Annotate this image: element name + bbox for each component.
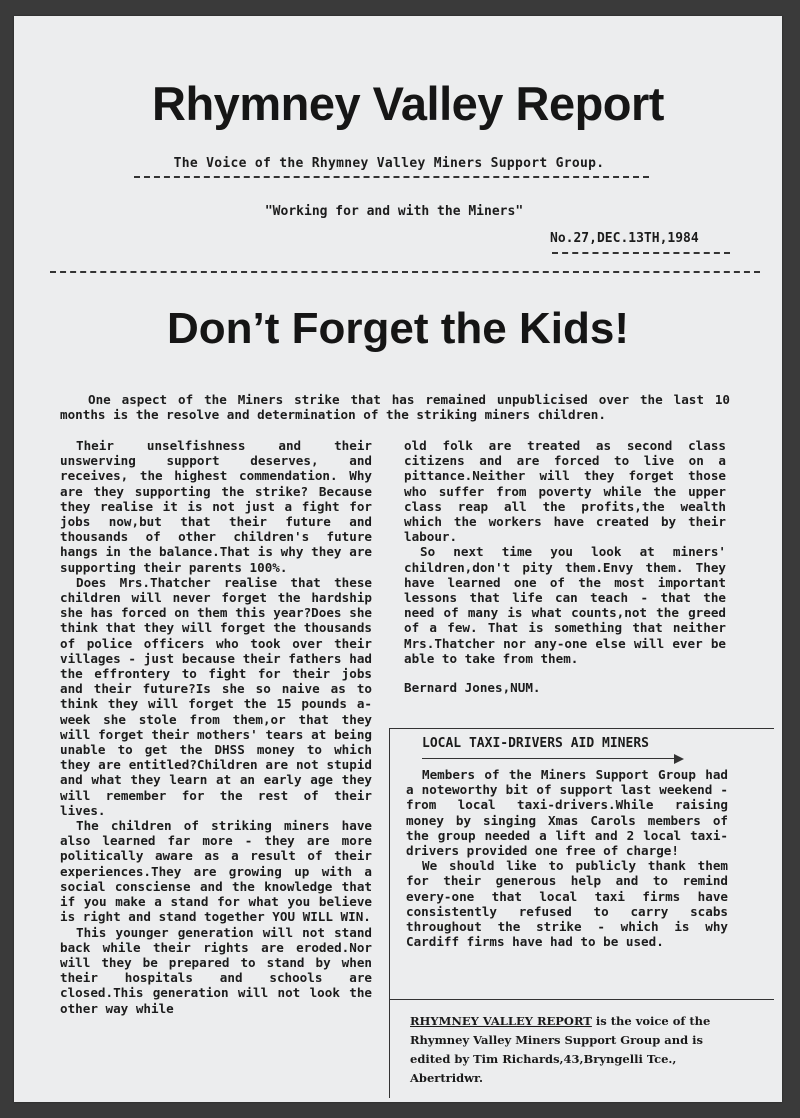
divider-issue xyxy=(552,252,730,254)
footer-credit xyxy=(410,1012,730,1088)
masthead-title: Rhymney Valley Report xyxy=(152,77,664,130)
footer-publication-name: RHYMNEY VALLEY REPORT xyxy=(410,1014,592,1028)
box-border-bottom xyxy=(389,999,774,1000)
article-paragraph: This younger generation will not stand back while their rights are eroded.Nor will they be prepared to stand by when their hospitals and schools are closed.This generation will not look the other way while xyxy=(60,924,372,1016)
article-headline: Don’t Forget the Kids! xyxy=(167,304,629,353)
article-paragraph: Does Mrs.Thatcher realise that these children will never forget the hardship she has forced on them this year?Does she think that they will forget the thousands of police officers who took over their villages - just because their fathers had the effrontery to fight for their jobs and their future?Is she so naive as to think they will forget the 15 pounds a-week she stole from them,or that they will forget their mothers' tears at being unable to get the DHSS money to which they are entitled?Children are not stupid and what they learn at an early age they will remember for the rest of their lives. xyxy=(60,574,372,818)
article-paragraph: old folk are treated as second class citizens and are forced to live on a pittance.Neither will they forget those who suffer from poverty while the upper class reap all the profits,the wealth which the workers have created by their labour. xyxy=(404,438,726,545)
newsletter-page xyxy=(14,16,782,1102)
divider-subtitle xyxy=(134,176,649,178)
box-border-left xyxy=(389,728,390,1098)
divider-main xyxy=(50,271,760,273)
masthead-subtitle: The Voice of the Rhymney Valley Miners Support Group. xyxy=(173,156,605,171)
masthead-motto: "Working for and with the Miners" xyxy=(264,204,524,219)
article-column-left xyxy=(60,438,372,1016)
box-border-top xyxy=(389,728,774,729)
article-intro: One aspect of the Miners strike that has remained unpublicised over the last 10 months is the resolve and determination of the striking miners children. xyxy=(60,392,730,423)
box-paragraph: We should like to publicly thank them for their generous help and to remind every-one that local taxi firms have consistently refused to carry scabs throughout the strike - which is why Cardiff firms have had to be used. xyxy=(406,858,728,950)
box-paragraph: Members of the Miners Support Group had a noteworthy bit of support last weekend - from local taxi-drivers.While raising money by singing Xmas Carols members of the group needed a lift and 2 local taxi-drivers provided one free of charge! xyxy=(406,767,728,859)
box-body xyxy=(406,767,728,949)
footer-text: is the voice of the Rhymney Valley Miners Support Group and is edited by Tim Richards,43,Bryngelli Tce., Abertridwr. xyxy=(410,1014,711,1085)
article-paragraph: Their unselfishness and their unswerving support deserves, and receives, the highest commendation. Why are they supporting the strike? Because they realise it is not just a fight for jobs now,but that their future and thousands of other children's future hangs in the balance.That is why they are supporting their parents 100%. xyxy=(60,438,372,575)
article-signature: Bernard Jones,NUM. xyxy=(404,680,541,696)
article-paragraph: The children of striking miners have also learned far more - they are more politically aware as a result of their experiences.They are growing up with a social consciense and the knowledge that if you make a stand for what you believe is right and stand together YOU WILL WIN. xyxy=(60,818,372,925)
arrow-icon xyxy=(674,754,684,764)
article-paragraph: So next time you look at miners' children,don't pity them.Envy them. They have learned one of the most important lessons that life can teach - that the need of many is what counts,not the greed of a few. That is something that neither Mrs.Thatcher nor any-one else will ever be able to take from them. xyxy=(404,544,726,666)
box-title: LOCAL TAXI-DRIVERS AID MINERS xyxy=(422,736,649,751)
issue-number-date: No.27,DEC.13TH,1984 xyxy=(550,231,699,246)
arrow-line xyxy=(422,758,677,759)
article-column-right xyxy=(404,438,726,695)
